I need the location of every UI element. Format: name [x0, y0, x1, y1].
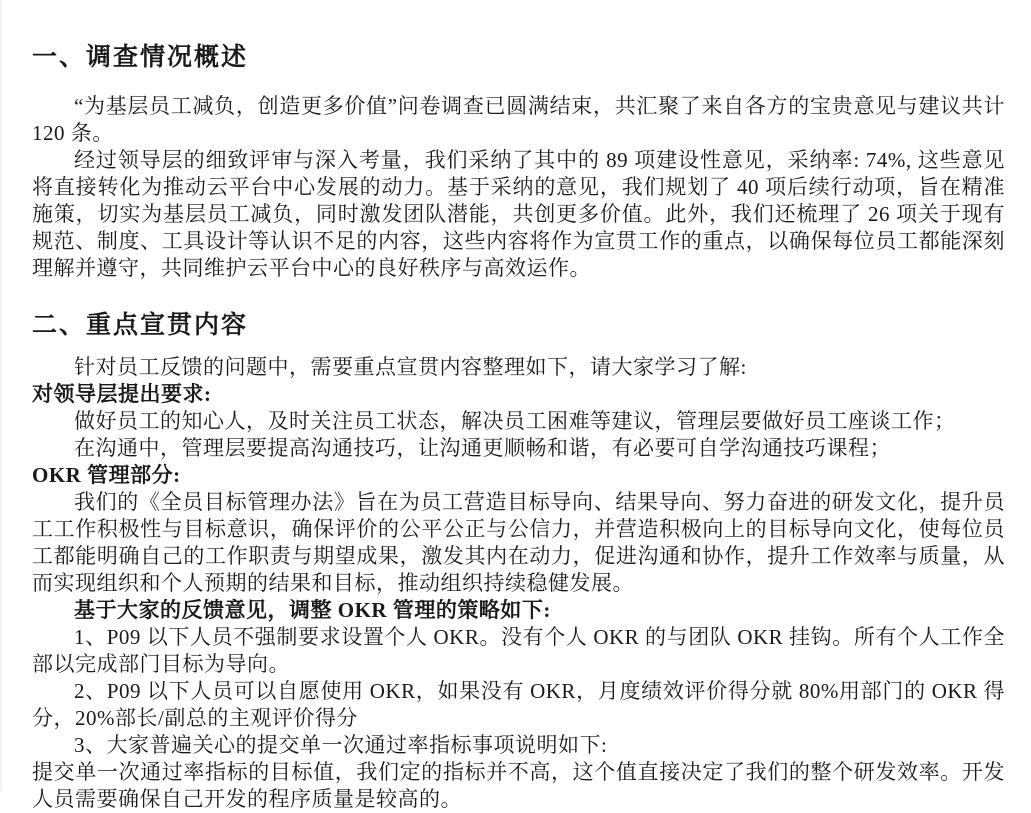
section1-heading: 一、调查情况概述 [32, 44, 249, 71]
okr-strategy-item-1: 1、P09 以下人员不强制要求设置个人 OKR。没有个人 OKR 的与团队 OKR 挂钩。所有个人工作全部以完成部门目标为导向。 [32, 625, 1005, 676]
leaders-requirement-2: 在沟通中，管理层要提高沟通技巧，让沟通更顺畅和谐，有必要可自学沟通技巧课程； [74, 436, 891, 460]
survey-adoption-paragraph: 经过领导层的细致评审与深入考量，我们采纳了其中的 89 项建设性意见，采纳率: 74%, 这些意见将直接转化为推动云平台中心发展的动力。基于采纳的意见，我们规划了 40 项后续行动项，旨在精准施策，切实为基层员工减负，同时激发团队潜能，共创更多价值。此外，我们还梳理了 26 项关于现有规范、制度、工具设计等认识不足的内容，这些内容将作为宣贯工作的重点，以确保每位员工都能深刻理解并遵守，共同维护云平台中心的良好秩序与高效运作。 [32, 148, 1005, 280]
leaders-requirement-1: 做好员工的知心人，及时关注员工状态，解决员工困难等建议，管理层要做好员工座谈工作； [74, 409, 956, 433]
okr-strategy-item-3: 3、大家普遍关心的提交单一次通过率指标事项说明如下: [74, 733, 608, 757]
okr-strategy-item-2: 2、P09 以下人员可以自愿使用 OKR，如果没有 OKR，月度绩效评价得分就 80%用部门的 OKR 得分，20%部长/副总的主观评价得分 [32, 679, 1005, 730]
okr-section-subheading: OKR 管理部分: [32, 463, 181, 487]
survey-result-paragraph: “为基层员工减负，创造更多价值”问卷调查已圆满结束，共汇聚了来自各方的宝贵意见与建议共计 120 条。 [32, 94, 1005, 145]
okr-strategy-item-3-detail: 提交单一次通过率指标的目标值，我们定的指标并不高，这个值直接决定了我们的整个研发效率。开发人员需要确保自己开发的程序质量是较高的。 [32, 760, 1005, 811]
okr-purpose-paragraph: 我们的《全员目标管理办法》旨在为员工营造目标导向、结果导向、努力奋进的研发文化，提升员工工作积极性与目标意识，确保评价的公平公正与公信力，并营造积极向上的目标导向文化，使每位员工都能明确自己的工作职责与期望成果，激发其内在动力，促进沟通和协作，提升工作效率与质量，从而实现组织和个人预期的结果和目标，推动组织持续稳健发展。 [32, 490, 1005, 595]
section2-intro-paragraph: 针对员工反馈的问题中，需要重点宣贯内容整理如下，请大家学习了解: [74, 355, 747, 379]
leaders-requirements-subheading: 对领导层提出要求: [32, 382, 212, 406]
section2-heading: 二、重点宣贯内容 [32, 312, 249, 339]
okr-adjustment-subheading: 基于大家的反馈意见，调整 OKR 管理的策略如下: [74, 598, 551, 622]
